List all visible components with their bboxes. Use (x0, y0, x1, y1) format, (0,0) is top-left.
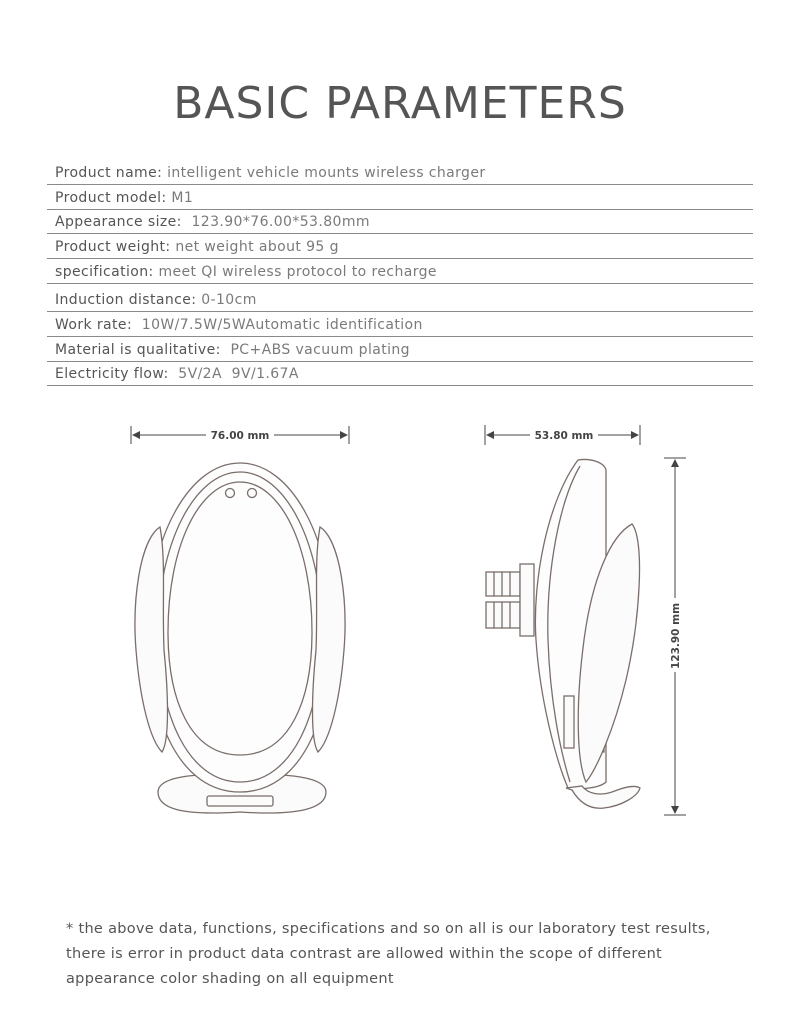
page-title: BASIC PARAMETERS (173, 78, 627, 129)
depth-dimension-label: 53.80 mm (534, 430, 594, 442)
param-label: Product weight: (55, 239, 171, 256)
param-label: specification: (55, 263, 154, 280)
param-value: M1 (166, 189, 194, 206)
param-label: Product name: (55, 164, 163, 181)
footnote-line: appearance color shading on all equipment (66, 971, 394, 987)
param-label: Electricity flow: (55, 366, 169, 383)
param-value: PC+ABS vacuum plating (220, 341, 410, 358)
param-label: Product model: (55, 189, 167, 206)
width-dimension (131, 426, 349, 444)
param-label: Induction distance: (55, 291, 197, 308)
param-label: Work rate: (55, 316, 133, 333)
param-label: Material is qualitative: (55, 341, 221, 358)
footnote (66, 917, 756, 992)
footnote-line: there is error in product data contrast are allowed within the scope of different (66, 946, 663, 962)
param-value: meet QI wireless protocol to recharge (153, 263, 437, 280)
depth-dimension (485, 425, 640, 445)
width-dimension-label: 76.00 mm (210, 430, 270, 442)
param-value: 123.90*76.00*53.80mm (181, 214, 370, 231)
footnote-line: * the above data, functions, specifications and so on all is our laboratory test results, (66, 921, 711, 937)
param-value: 5V/2A 9V/1.67A (168, 366, 299, 383)
param-value: net weight about 95 g (170, 239, 339, 256)
side-view-drawing (486, 459, 640, 808)
param-value: 10W/7.5W/5WAutomatic identification (132, 316, 423, 333)
param-label: Appearance size: (55, 214, 182, 231)
height-dimension-label: 123.90 mm (670, 602, 682, 670)
front-view-drawing (135, 463, 345, 813)
param-value: intelligent vehicle mounts wireless charger (162, 164, 486, 181)
param-value: 0-10cm (196, 291, 257, 308)
height-dimension (664, 458, 686, 815)
